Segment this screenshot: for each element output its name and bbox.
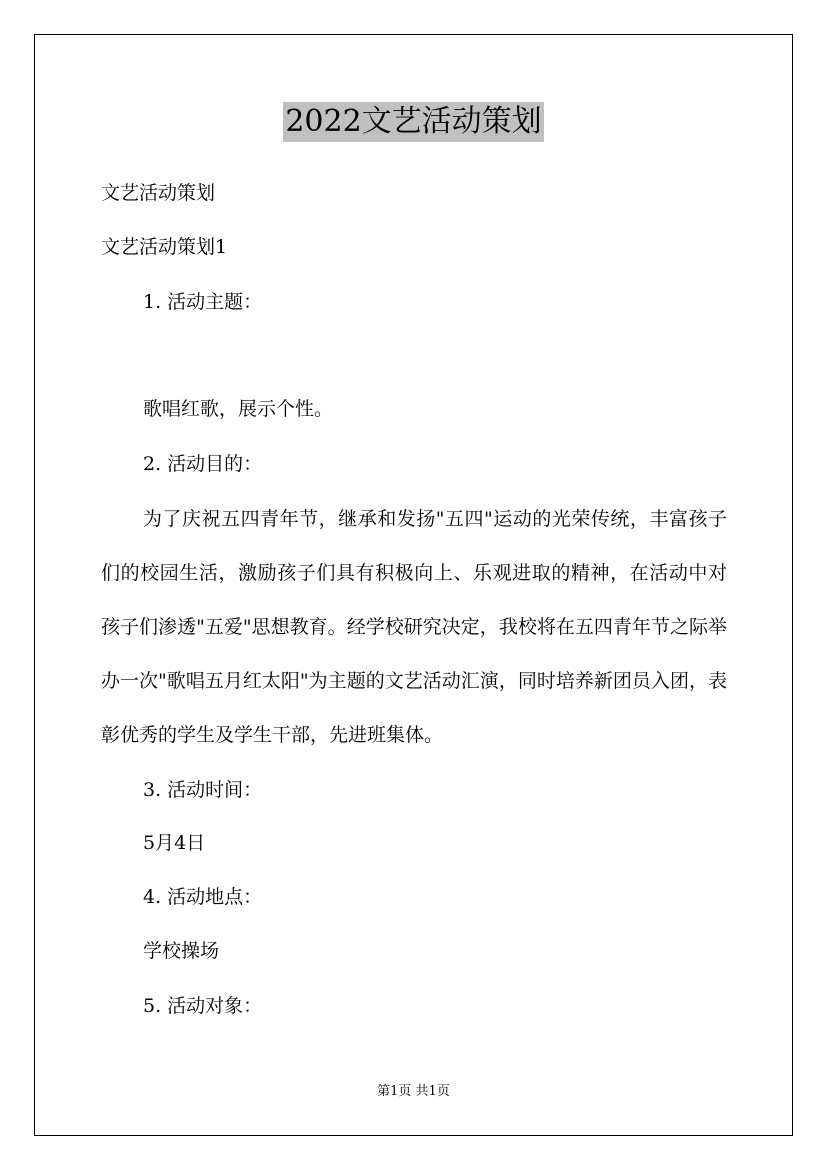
item-5-label: 5. 活动对象： xyxy=(143,995,263,1017)
item-3-label: 3. 活动时间： xyxy=(143,779,263,801)
item-2-paragraph: 为了庆祝五四青年节，继承和发扬"五四"运动的光荣传统，丰富孩子们的校园生活，激励孩子们具有积极向上、乐观进取的精神，在活动中对孩子们渗透"五爱"思想教育。经学校研究决定，我校将在五四青年节之际举办一次"歌唱五月红太阳"为主题的文艺活动汇演，同时培养新团员入团，表彰优秀的学生及学生干部，先进班集体。 xyxy=(101,508,727,746)
item-4-text: 学校操场 xyxy=(143,940,220,962)
item-1-text: 歌唱红歌，展示个性。 xyxy=(143,398,334,420)
page-footer: 第1页 共1页 xyxy=(377,1084,450,1099)
document-title: 2022文艺活动策划 xyxy=(283,102,543,142)
item-1-label: 1. 活动主题： xyxy=(143,291,263,313)
title-container xyxy=(0,102,827,142)
item-3-text: 5月4日 xyxy=(143,832,206,854)
heading-2: 文艺活动策划1 xyxy=(101,236,228,258)
heading-1: 文艺活动策划 xyxy=(101,182,216,204)
item-2-label: 2. 活动目的： xyxy=(143,453,263,475)
item-4-label: 4. 活动地点： xyxy=(143,886,263,908)
